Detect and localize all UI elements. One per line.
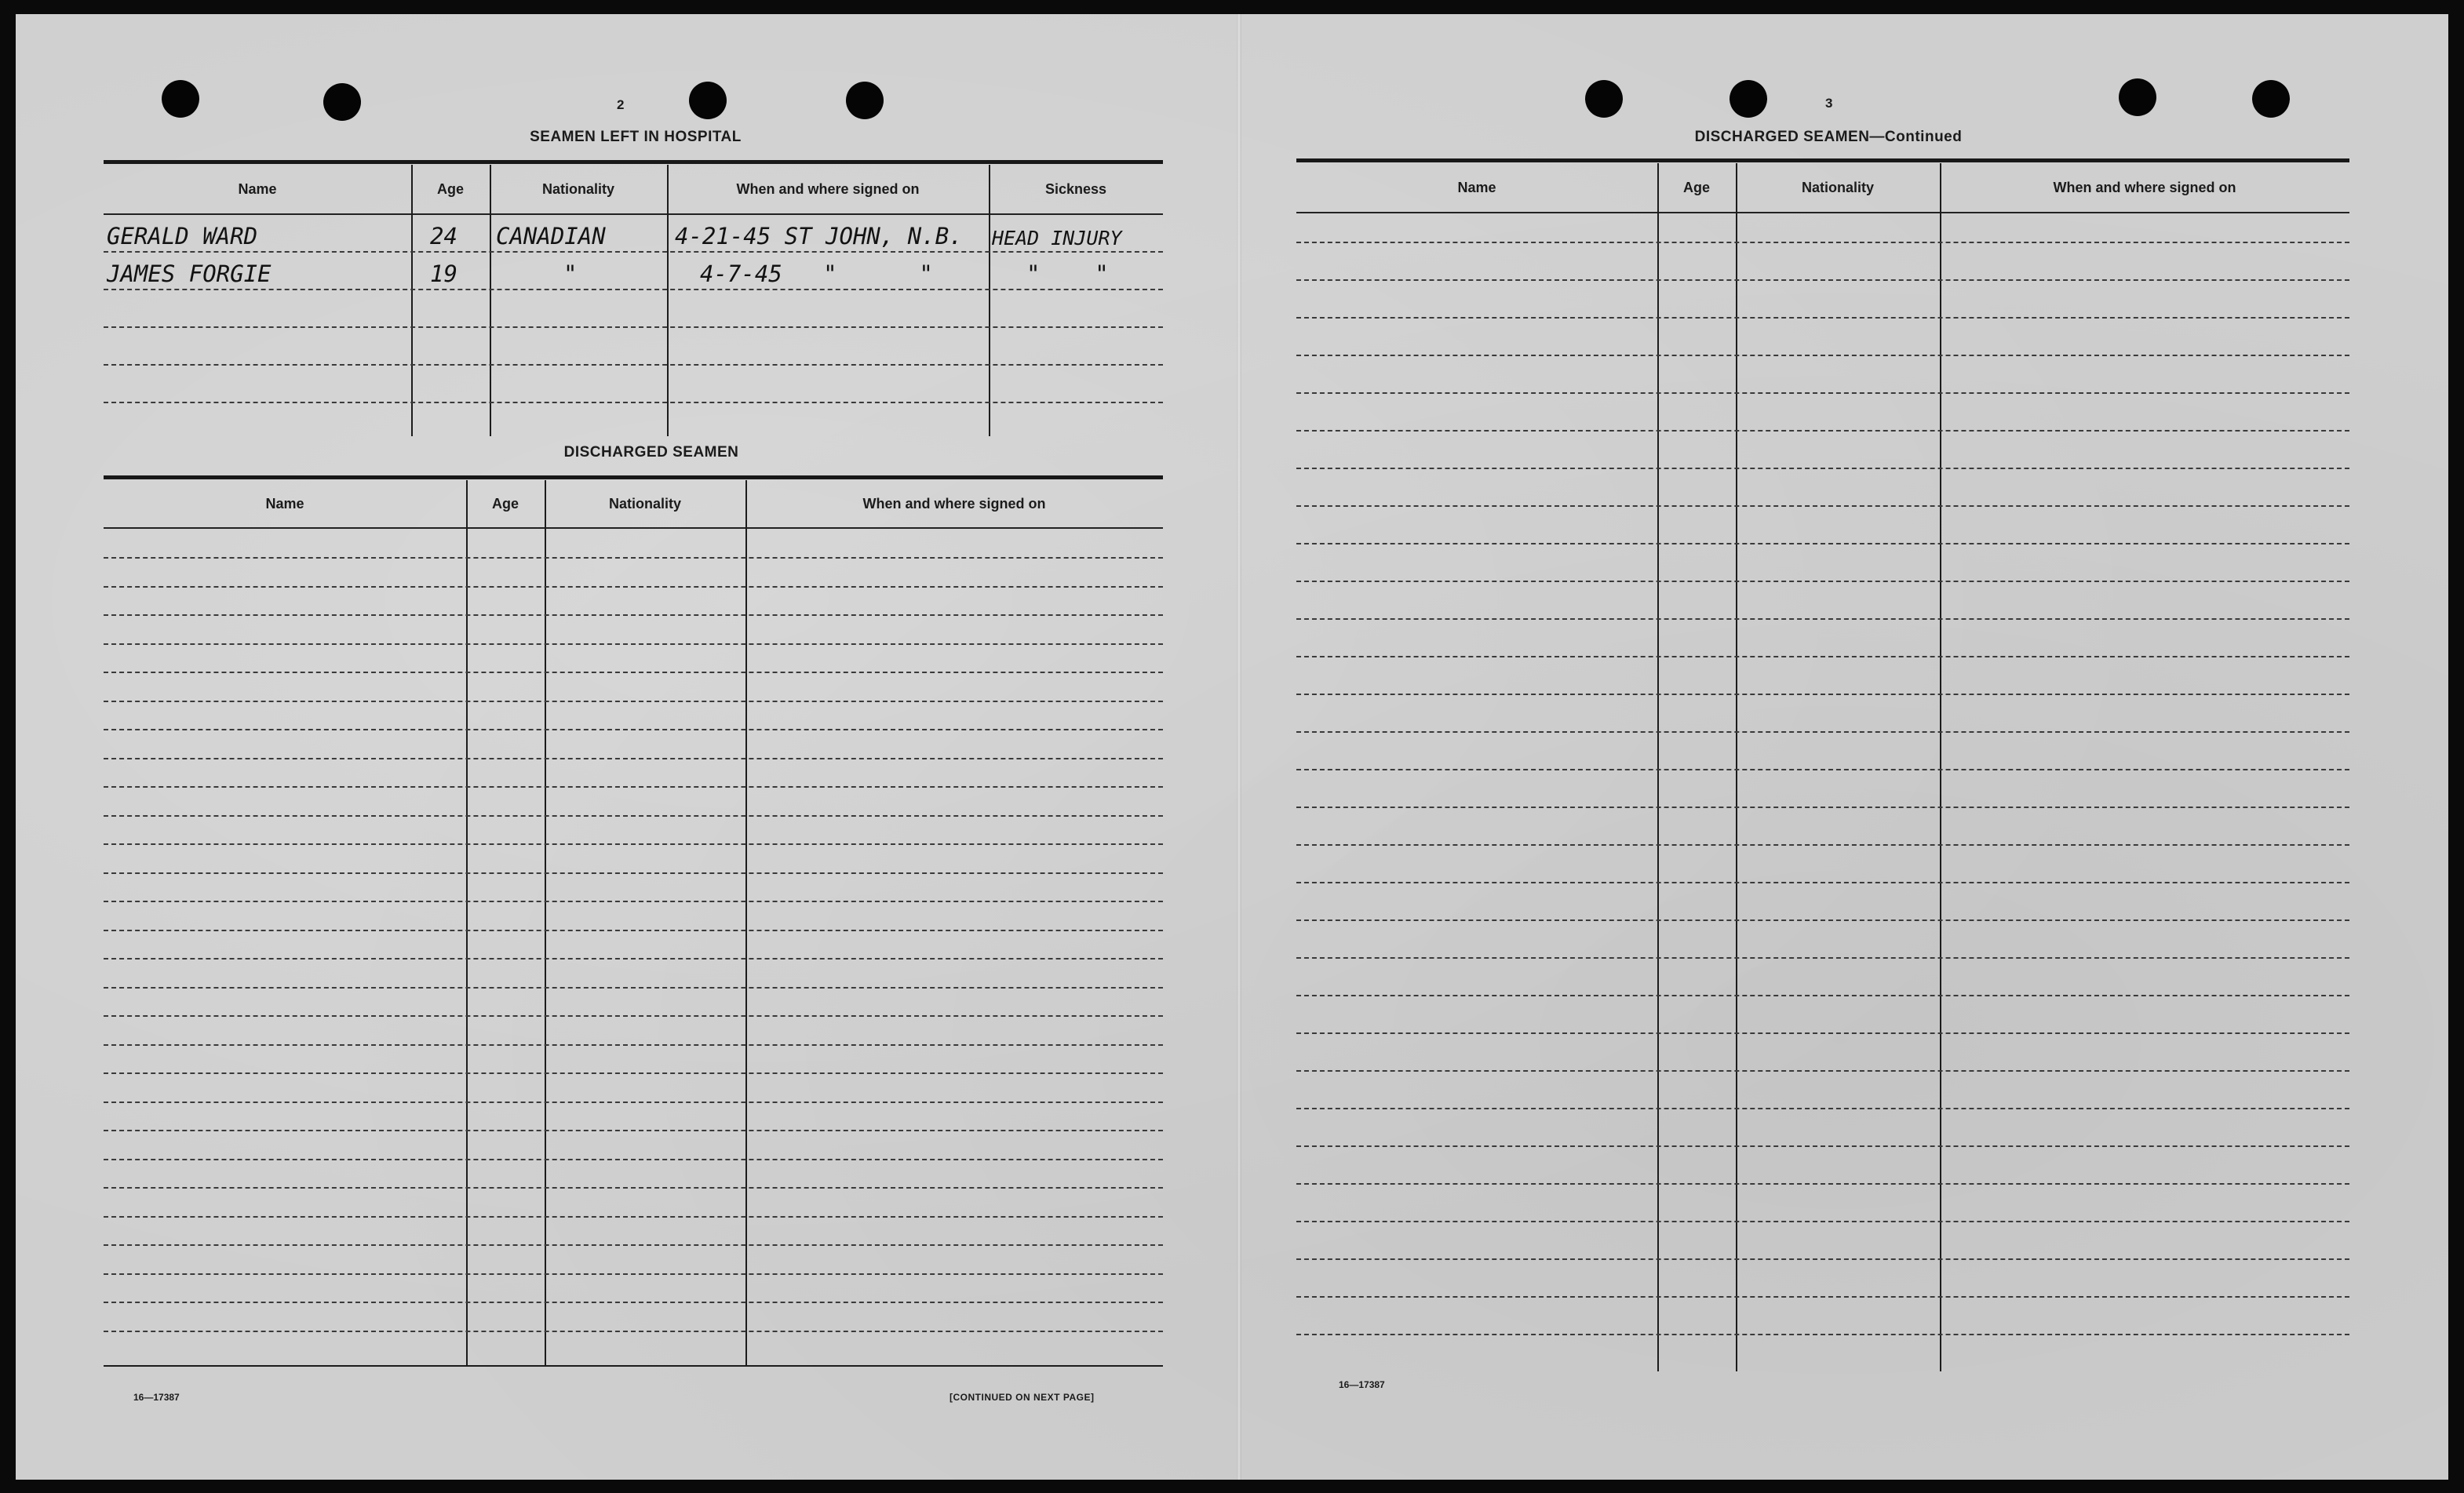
column-divider (1940, 163, 1941, 1371)
col-header-signed-on: When and where signed on (862, 495, 1046, 512)
punch-hole (689, 82, 727, 119)
blank-row-line (104, 1216, 1163, 1218)
punch-hole (1730, 80, 1767, 118)
blank-row-line (104, 729, 1163, 730)
blank-row-line (104, 672, 1163, 673)
punch-hole (2252, 80, 2290, 118)
document-sheet (16, 14, 2448, 1480)
blank-row-line (104, 1244, 1163, 1246)
blank-row-line (104, 1015, 1163, 1017)
blank-row-line (1296, 543, 2349, 544)
discharged-table-header (104, 480, 1163, 529)
column-divider (466, 480, 468, 1367)
blank-row-line (1296, 1070, 2349, 1072)
column-divider (545, 480, 546, 1367)
blank-row-line (104, 1187, 1163, 1189)
punch-hole (846, 82, 884, 119)
discharged-continued-table (1296, 163, 2349, 1371)
col-header-age: Age (1682, 179, 1710, 195)
cell-age: 19 (430, 260, 457, 287)
blank-row-line (1296, 1258, 2349, 1260)
blank-row-line (1296, 581, 2349, 582)
blank-row-line (104, 901, 1163, 902)
col-header-nationality: Nationality (608, 495, 681, 512)
col-header-name: Name (265, 495, 304, 512)
cell-name: JAMES FORGIE (107, 260, 272, 287)
blank-row-line (1296, 1334, 2349, 1335)
blank-row-line (1296, 995, 2349, 996)
blank-row-line (104, 1072, 1163, 1074)
discharged-section-title: DISCHARGED SEAMEN (563, 444, 739, 461)
blank-row-line (1296, 505, 2349, 507)
blank-row-line (1296, 468, 2349, 469)
blank-row-line (104, 402, 1163, 403)
blank-row-line (104, 815, 1163, 817)
column-divider (490, 165, 491, 436)
discharged-top-rule (104, 475, 1163, 479)
blank-row-line (104, 1159, 1163, 1160)
blank-row-line (104, 758, 1163, 759)
col-header-signed-on: When and where signed on (736, 180, 920, 197)
blank-row-line (1296, 807, 2349, 808)
blank-row-line (1296, 656, 2349, 657)
blank-row-line (1296, 392, 2349, 394)
blank-row-line (1296, 279, 2349, 281)
column-divider (989, 165, 990, 436)
col-header-signed-on: When and where signed on (2053, 179, 2236, 195)
blank-row-line (104, 1102, 1163, 1103)
blank-row-line (1296, 618, 2349, 620)
discharged-table (104, 480, 1163, 1367)
form-code-left: 16—17387 (133, 1392, 180, 1403)
hospital-table-header (104, 165, 1163, 215)
punch-hole (1585, 80, 1623, 118)
blank-row-line (1296, 731, 2349, 733)
cell-sickness: HEAD INJURY (992, 227, 1122, 249)
column-divider (411, 165, 413, 436)
blank-row-line (1296, 355, 2349, 356)
cell-age: 24 (430, 223, 457, 249)
hospital-top-rule (104, 160, 1163, 164)
cell-nationality: CANADIAN (496, 223, 606, 249)
blank-row-line (1296, 430, 2349, 432)
blank-row-line (1296, 317, 2349, 319)
blank-row-line (1296, 882, 2349, 883)
blank-row-line (104, 1130, 1163, 1131)
table-bottom-rule (104, 1365, 1163, 1367)
page-number-left: 2 (617, 97, 625, 112)
cell-signed-on: 4-21-45 ST JOHN, N.B. (675, 223, 963, 249)
blank-row-line (1296, 769, 2349, 770)
blank-row-line (1296, 919, 2349, 921)
form-code-right: 16—17387 (1339, 1379, 1385, 1390)
right-top-rule (1296, 158, 2349, 162)
cell-nationality: " (563, 260, 578, 287)
blank-row-line (1296, 1296, 2349, 1298)
col-header-name: Name (1457, 179, 1496, 195)
blank-row-line (1296, 1183, 2349, 1185)
hospital-section-title: SEAMEN LEFT IN HOSPITAL (530, 129, 742, 145)
blank-row-line (104, 557, 1163, 559)
table-row (104, 251, 1163, 290)
blank-row-line (104, 586, 1163, 588)
punch-hole (323, 83, 361, 121)
blank-row-line (104, 614, 1163, 616)
blank-row-line (1296, 694, 2349, 695)
blank-row-line (1296, 844, 2349, 846)
blank-row-line (104, 987, 1163, 989)
col-header-name: Name (238, 180, 277, 197)
column-divider (1657, 163, 1659, 1371)
page-number-right: 3 (1825, 96, 1833, 111)
punch-hole (2119, 78, 2156, 116)
col-header-sickness: Sickness (1044, 180, 1107, 197)
blank-row-line (104, 1331, 1163, 1332)
blank-row-line (1296, 1145, 2349, 1147)
punch-hole (162, 80, 199, 118)
blank-row-line (104, 958, 1163, 960)
blank-row-line (104, 701, 1163, 702)
blank-row-line (104, 786, 1163, 788)
col-header-age: Age (491, 495, 519, 512)
hospital-table (104, 165, 1163, 436)
col-header-nationality: Nationality (1801, 179, 1874, 195)
blank-row-line (104, 326, 1163, 328)
blank-row-line (1296, 1108, 2349, 1109)
blank-row-line (104, 872, 1163, 874)
column-divider (667, 165, 669, 436)
blank-row-line (104, 1044, 1163, 1046)
blank-row-line (104, 643, 1163, 645)
cell-sickness: " " (1026, 260, 1109, 287)
cell-name: GERALD WARD (107, 223, 258, 249)
column-divider (1736, 163, 1737, 1371)
table-row (104, 213, 1163, 253)
col-header-age: Age (436, 180, 464, 197)
blank-row-line (1296, 957, 2349, 959)
blank-row-line (104, 1273, 1163, 1275)
discharged-continued-title: DISCHARGED SEAMEN—Continued (1694, 129, 1963, 145)
center-fold (1237, 14, 1241, 1480)
continued-note: [CONTINUED ON NEXT PAGE] (950, 1392, 1095, 1403)
blank-row-line (104, 843, 1163, 845)
blank-row-line (1296, 1032, 2349, 1034)
right-table-header (1296, 163, 2349, 213)
column-divider (745, 480, 747, 1367)
blank-row-line (1296, 1221, 2349, 1222)
col-header-nationality: Nationality (541, 180, 614, 197)
cell-signed-on: 4-7-45 " " (700, 260, 933, 287)
blank-row-line (1296, 242, 2349, 243)
blank-row-line (104, 364, 1163, 366)
blank-row-line (104, 1302, 1163, 1303)
blank-row-line (104, 930, 1163, 931)
